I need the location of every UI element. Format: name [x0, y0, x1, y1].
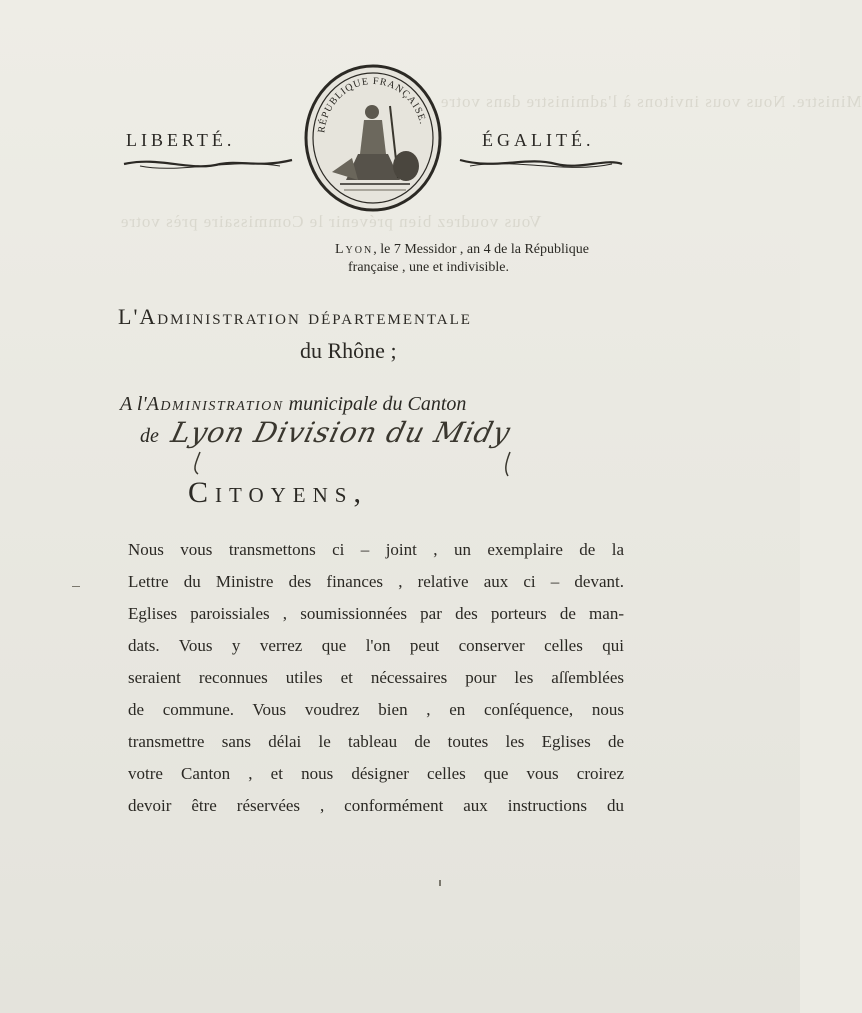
dateline-city: Lyon: [335, 242, 374, 257]
handwritten-canton: Lyon Division du Midy: [167, 416, 515, 449]
body-line: transmettre sans délai le tableau de toutes les Eglises de: [128, 732, 624, 751]
handwriting-strokes: [170, 448, 550, 478]
dateline-line1: [335, 242, 589, 258]
ink-mark: [439, 880, 441, 886]
sender-subtitle: du Rhône ;: [300, 338, 397, 363]
flourish-left: [120, 152, 296, 176]
body-line: Lettre du Ministre des finances , relative aux ci – devant.: [128, 572, 624, 591]
recipient-rest: municipale du Canton: [283, 393, 467, 415]
bleed-through-line: Vous voudrez bien prévenir le Commissaire près votre: [120, 212, 542, 231]
motto-egalite: ÉGALITÉ.: [482, 130, 595, 150]
body-line: Nous vous transmettons ci – joint , un exemplaire de la: [128, 540, 624, 559]
body-line: devoir être réservées , conformément aux instructions du: [128, 796, 624, 815]
recipient-admin-word: Administration: [146, 393, 284, 415]
body-line: de commune. Vous voudrez bien , en conſéquence, nous: [128, 700, 624, 719]
body-line: dats. Vous y verrez que l'on peut conserver celles qui: [128, 636, 624, 655]
body-line: Eglises paroissiales , soumissionnées par des porteurs de man-: [128, 604, 624, 623]
seal-legend: RÉPUBLIQUE FRANÇAISE.: [316, 75, 429, 134]
flourish-right: [456, 152, 626, 176]
dateline-date: , le 7 Messidor , an 4 de la République: [373, 242, 590, 257]
body-line: seraient reconnues utiles et nécessaires pour les aſſemblées: [128, 668, 624, 687]
salutation: Citoyens,: [188, 476, 368, 509]
dateline-line2: française , une et indivisible.: [348, 260, 509, 275]
recipient-line1: [120, 393, 466, 416]
recipient-line2-prefix: de: [140, 425, 159, 447]
body-line: votre Canton , et nous désigner celles que vous croirez: [128, 764, 624, 783]
ink-mark: [72, 586, 80, 587]
bleed-through-line: Ministre. Nous vous invitons à l'administre dans votre: [440, 92, 862, 111]
republic-seal-icon: [302, 62, 444, 214]
motto-liberte: LIBERTÉ.: [126, 130, 236, 150]
sender-title: L'Administration départementale: [118, 304, 472, 329]
recipient-prefix: A l': [120, 393, 147, 415]
